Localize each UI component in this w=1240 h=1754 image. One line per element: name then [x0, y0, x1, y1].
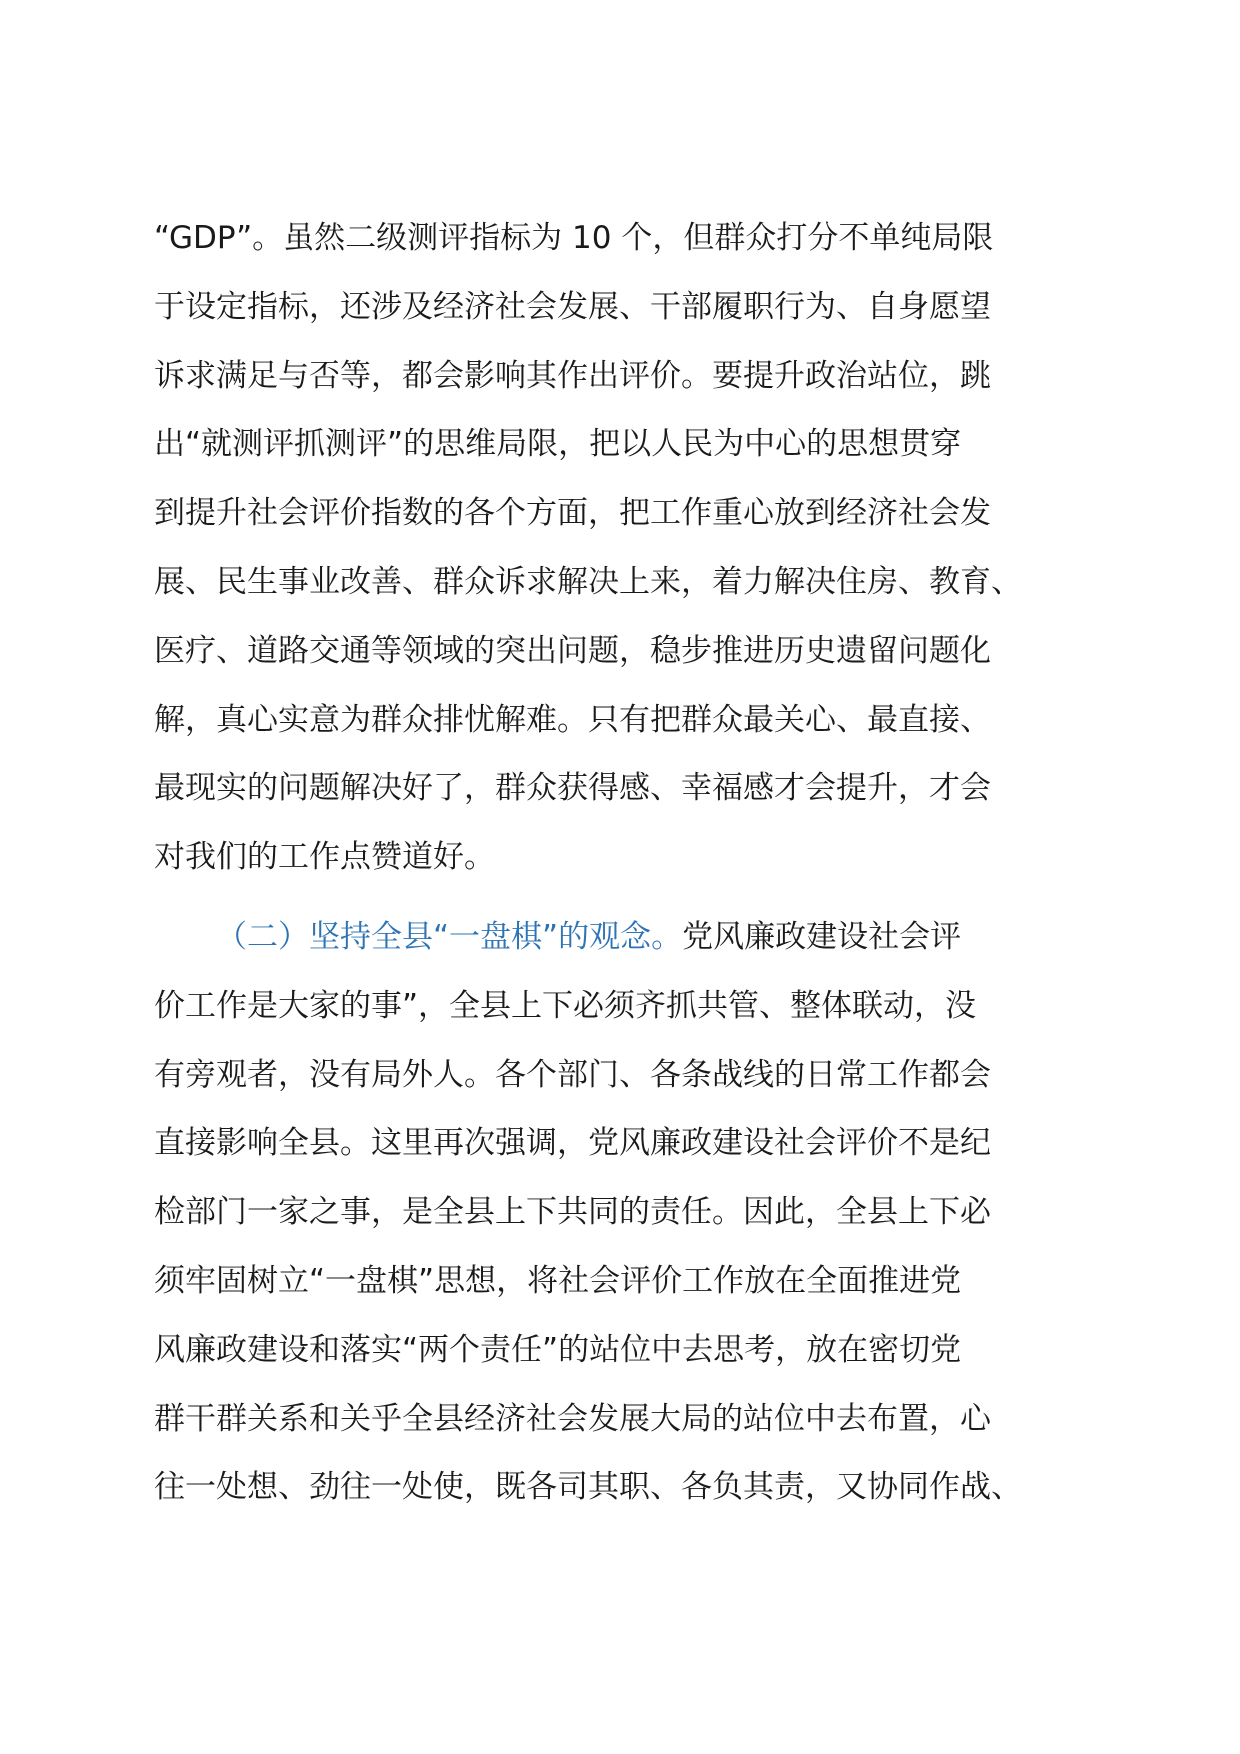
paragraph-line: 对我们的工作点赞道好。	[154, 839, 495, 876]
paragraph-line: 检部门一家之事，是全县上下共同的责任。因此，全县上下必	[154, 1194, 991, 1231]
paragraph-first-line	[154, 903, 1096, 972]
paragraph-line: 医疗、道路交通等领域的突出问题，稳步推进历史遗留问题化	[154, 632, 991, 669]
body-paragraph-1	[154, 204, 1096, 892]
paragraph-line: 解，真心实意为群众排忧解难。只有把群众最关心、最直接、	[154, 701, 991, 738]
paragraph-line: 于设定指标，还涉及经济社会发展、干部履职行为、自身愿望	[154, 288, 991, 325]
paragraph-first-line-rest: 党风廉政建设社会评	[682, 919, 962, 955]
paragraph-line: 直接影响全县。这里再次强调，党风廉政建设社会评价不是纪	[154, 1125, 991, 1162]
paragraph-line: 群干群关系和关乎全县经济社会发展大局的站位中去布置，心	[154, 1400, 991, 1437]
paragraph-line: “GDP”。虽然二级测评指标为 10 个，但群众打分不单纯局限	[154, 220, 994, 256]
paragraph-line: 须牢固树立“一盘棋”思想，将社会评价工作放在全面推进党	[154, 1262, 962, 1299]
paragraph-line: 往一处想、劲往一处使，既各司其职、各负其责，又协同作战、	[154, 1469, 1022, 1506]
paragraph-line: 到提升社会评价指数的各个方面，把工作重心放到经济社会发	[154, 495, 991, 532]
body-paragraph-2	[154, 903, 1096, 1522]
section-heading: （二）坚持全县“一盘棋”的观念。	[216, 919, 683, 955]
paragraph-line: 风廉政建设和落实“两个责任”的站位中去思考，放在密切党	[154, 1331, 962, 1368]
paragraph-line: 展、民生事业改善、群众诉求解决上来，着力解决住房、教育、	[154, 563, 1022, 600]
paragraph-line: 有旁观者，没有局外人。各个部门、各条战线的日常工作都会	[154, 1056, 991, 1093]
paragraph-line: 诉求满足与否等，都会影响其作出评价。要提升政治站位，跳	[154, 357, 991, 394]
paragraph-line: 最现实的问题解决好了，群众获得感、幸福感才会提升，才会	[154, 770, 991, 807]
paragraph-line: 价工作是大家的事”，全县上下必须齐抓共管、整体联动，没	[154, 987, 977, 1024]
paragraph-line: 出“就测评抓测评”的思维局限，把以人民为中心的思想贯穿	[154, 426, 962, 463]
